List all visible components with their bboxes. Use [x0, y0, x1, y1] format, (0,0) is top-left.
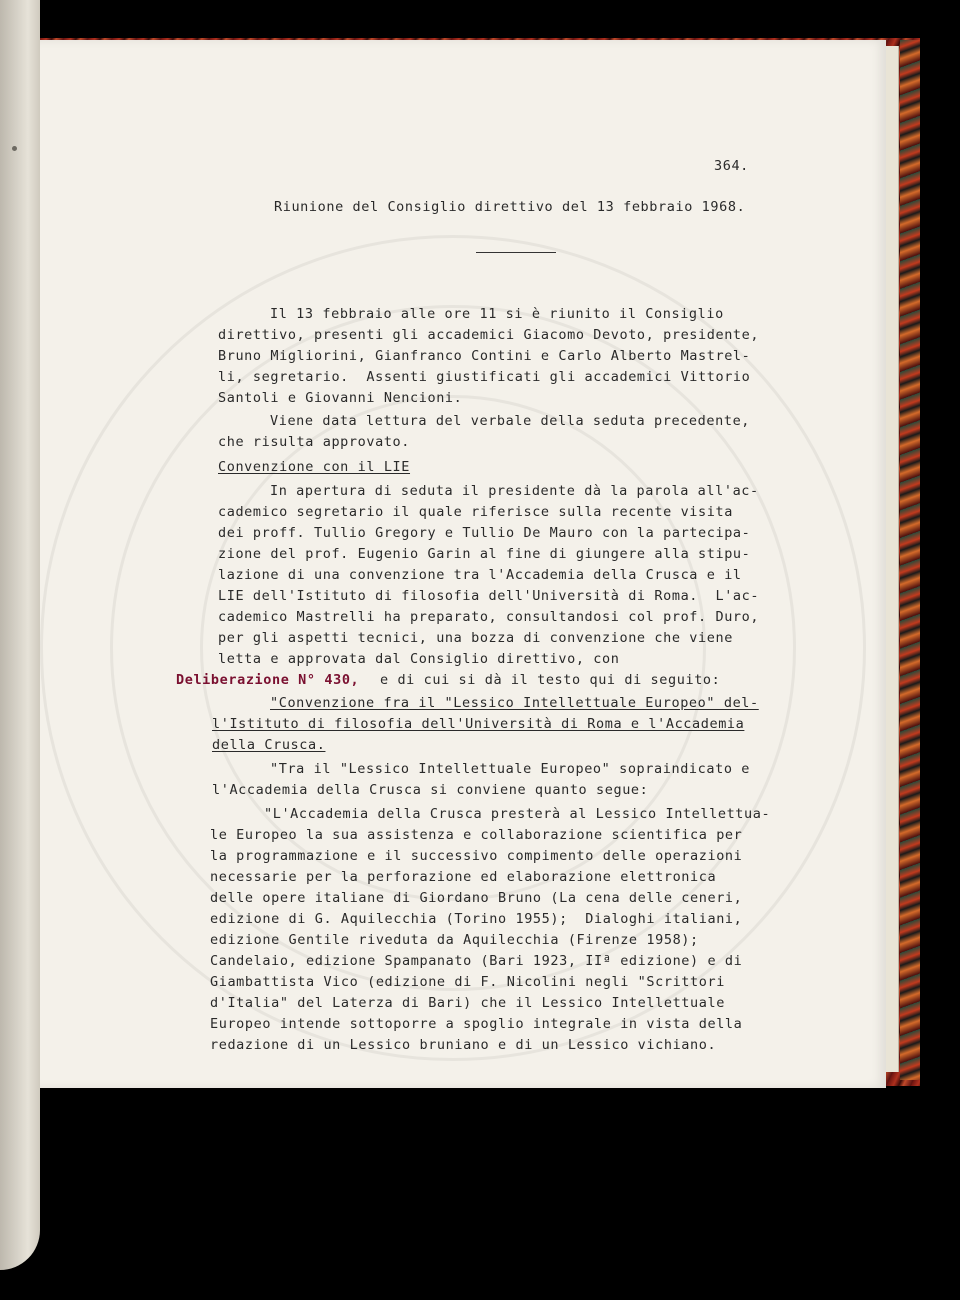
convention-title: l'Istituto di filosofia dell'Università di Roma e l'Accademia	[212, 716, 745, 732]
intro-line: direttivo, presenti gli accademici Giacomo Devoto, presidente,	[218, 327, 760, 343]
convention-line: la programmazione e il successivo compimento delle operazioni	[210, 848, 743, 864]
intro-line: che risulta approvato.	[218, 434, 411, 450]
convention-line: delle opere italiane di Giordano Bruno (La cena delle ceneri,	[210, 890, 743, 906]
section-line: per gli aspetti tecnici, una bozza di convenzione che viene	[218, 630, 733, 646]
section-line: cademico segretario il quale riferisce sulla recente visita	[218, 504, 733, 520]
convention-line: le Europeo la sua assistenza e collaborazione scientifica per	[210, 827, 743, 843]
intro-line: li, segretario. Assenti giustificati gli accademici Vittorio	[218, 369, 751, 385]
section-line: dei proff. Tullio Gregory e Tullio De Mauro con la partecipa-	[218, 525, 751, 541]
convention-line: redazione di un Lessico bruniano e di un Lessico vichiano.	[210, 1037, 717, 1053]
convention-line: "L'Accademia della Crusca presterà al Lessico Intellettua-	[264, 806, 771, 822]
page-title: Riunione del Consiglio direttivo del 13 febbraio 1968.	[274, 199, 746, 215]
convention-line: Candelaio, edizione Spampanato (Bari 1923, IIª edizione) e di	[210, 953, 743, 969]
section-heading: Convenzione con il LIE	[218, 459, 411, 475]
deliberation-label: Deliberazione N° 430,	[176, 672, 360, 688]
convention-line: edizione Gentile riveduta da Aquilecchia (Firenze 1958);	[210, 932, 699, 948]
convention-title: della Crusca.	[212, 737, 326, 753]
convention-title: "Convenzione fra il "Lessico Intellettuale Europeo" del-	[270, 695, 759, 711]
convention-line: Europeo intende sottoporre a spoglio integrale in vista della	[210, 1016, 743, 1032]
intro-line: Il 13 febbraio alle ore 11 si è riunito il Consiglio	[270, 306, 724, 322]
page-number: 364.	[714, 158, 749, 174]
facing-page	[0, 0, 40, 1270]
deliberation-text: e di cui si dà il testo qui di seguito:	[380, 672, 721, 688]
convention-intro: "Tra il "Lessico Intellettuale Europeo" sopraindicato e	[270, 761, 751, 777]
section-line: In apertura di seduta il presidente dà la parola all'ac-	[270, 483, 759, 499]
convention-line: necessarie per la perforazione ed elaborazione elettronica	[210, 869, 717, 885]
page-mark	[12, 146, 17, 151]
section-line: cademico Mastrelli ha preparato, consultandosi col prof. Duro,	[218, 609, 760, 625]
section-line: zione del prof. Eugenio Garin al fine di giungere alla stipu-	[218, 546, 751, 562]
intro-line: Viene data lettura del verbale della seduta precedente,	[270, 413, 751, 429]
book-page	[36, 40, 886, 1088]
convention-line: Giambattista Vico (edizione di F. Nicolini negli "Scrittori	[210, 974, 725, 990]
section-line: LIE dell'Istituto di filosofia dell'Università di Roma. L'ac-	[218, 588, 760, 604]
convention-line: d'Italia" del Laterza di Bari) che il Lessico Intellettuale	[210, 995, 725, 1011]
convention-line: edizione di G. Aquilecchia (Torino 1955); Dialoghi italiani,	[210, 911, 743, 927]
intro-line: Santoli e Giovanni Nencioni.	[218, 390, 463, 406]
marbled-edge-right	[900, 40, 920, 1080]
intro-line: Bruno Migliorini, Gianfranco Contini e Carlo Alberto Mastrel-	[218, 348, 751, 364]
convention-intro: l'Accademia della Crusca si conviene quanto segue:	[212, 782, 649, 798]
section-line: letta e approvata dal Consiglio direttivo, con	[218, 651, 620, 667]
section-line: lazione di una convenzione tra l'Accademia della Crusca e il	[218, 567, 742, 583]
title-rule	[476, 252, 556, 253]
